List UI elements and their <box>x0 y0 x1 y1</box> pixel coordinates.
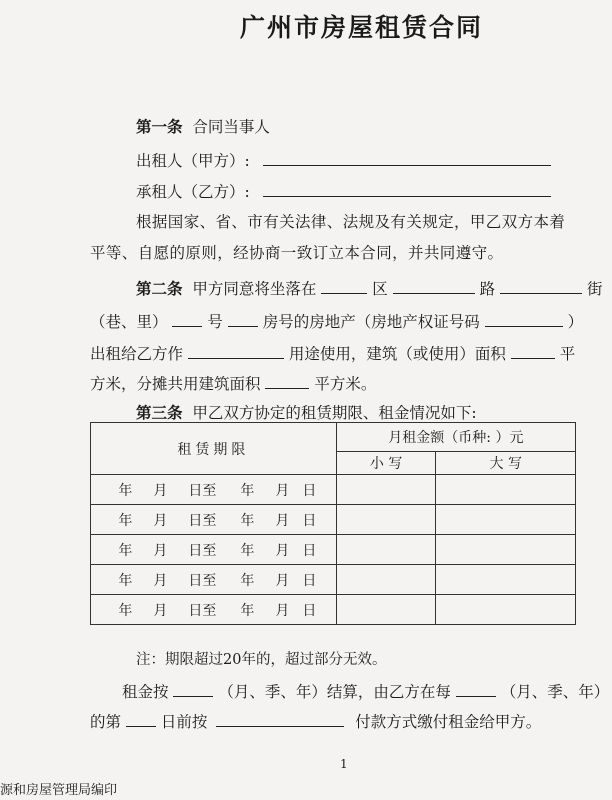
table-row <box>91 565 576 595</box>
article3-text: 甲乙双方协定的租赁期限、租金情况如下: <box>192 404 477 422</box>
article2-l3-b: 用途使用，建筑（或使用）面积 <box>288 345 506 363</box>
start-day: 日至 <box>188 542 217 559</box>
article1-para-line1: 根据国家、省、市有关法律、法规及有关规定，甲乙双方本着 <box>136 213 566 231</box>
term-note: 注：期限超过20年的，超过部分无效。 <box>136 652 387 668</box>
large-amount-cell[interactable] <box>436 535 576 565</box>
end-year: 年 <box>240 512 255 529</box>
article1-para-line2: 平等、自愿的原则，经协商一致订立本合同，并共同遵守。 <box>90 244 504 262</box>
usage-blank[interactable] <box>188 342 284 359</box>
payment-method-blank[interactable] <box>216 710 344 727</box>
period-cell[interactable] <box>91 505 337 535</box>
payment-l2-c: 付款方式缴付租金给甲方。 <box>355 713 542 731</box>
article2-line4 <box>90 372 376 394</box>
start-year: 年 <box>118 602 133 619</box>
end-month: 月 <box>275 542 290 559</box>
end-day: 日 <box>302 542 317 559</box>
article2-line2 <box>90 310 583 332</box>
article2-l2-b: 号 <box>207 313 223 331</box>
start-year: 年 <box>118 572 133 589</box>
end-month: 月 <box>275 602 290 619</box>
large-amount-cell[interactable] <box>436 565 576 595</box>
publisher-footer: 源和房屋管理局编印 <box>0 783 118 798</box>
article2-l1-a: 甲方同意将坐落在 <box>192 280 317 298</box>
small-amount-cell[interactable] <box>336 565 436 595</box>
lessor-label: 出租人（甲方）: <box>136 152 250 170</box>
area-blank[interactable] <box>511 342 555 359</box>
start-month: 月 <box>153 512 168 529</box>
small-amount-cell[interactable] <box>336 475 436 505</box>
end-year: 年 <box>240 482 255 499</box>
start-day: 日至 <box>188 572 217 589</box>
rent-header: 月租金额（币种: ）元 <box>336 423 575 452</box>
article2-l2-c: 房号的房地产（房地产权证号码 <box>262 313 480 331</box>
lessee-line <box>136 180 551 202</box>
start-month: 月 <box>153 482 168 499</box>
large-amount-cell[interactable] <box>436 505 576 535</box>
small-amount-cell[interactable] <box>336 595 436 625</box>
small-amount-cell[interactable] <box>336 535 436 565</box>
end-year: 年 <box>240 572 255 589</box>
period-cell[interactable] <box>91 595 337 625</box>
article2-heading: 第二条 <box>136 279 183 298</box>
start-month: 月 <box>153 572 168 589</box>
period-cell[interactable] <box>91 535 337 565</box>
payment-day-blank[interactable] <box>126 710 156 727</box>
small-amount-header: 小 写 <box>336 452 436 475</box>
period-header: 租赁期限 <box>91 423 337 475</box>
end-day: 日 <box>302 482 317 499</box>
certificate-number-blank[interactable] <box>485 310 563 327</box>
start-day: 日至 <box>188 482 217 499</box>
settlement-period-blank[interactable] <box>173 680 213 697</box>
lessor-blank[interactable] <box>263 149 551 166</box>
payment-l2-a: 的第 <box>90 713 122 731</box>
table-row <box>91 535 576 565</box>
payment-l1-a: 租金按 <box>122 683 169 701</box>
start-year: 年 <box>118 512 133 529</box>
street-blank[interactable] <box>500 277 582 294</box>
page-number: 1 <box>340 757 348 771</box>
article3-line <box>136 403 477 423</box>
lessor-line <box>136 149 551 171</box>
article2-l4-a: 方米，分摊共用建筑面积 <box>90 375 261 393</box>
end-month: 月 <box>275 512 290 529</box>
end-year: 年 <box>240 602 255 619</box>
article2-l3-c: 平 <box>559 345 576 363</box>
large-amount-cell[interactable] <box>436 475 576 505</box>
lessee-label: 承租人（乙方）: <box>136 183 250 201</box>
table-row <box>91 505 576 535</box>
article3-heading: 第三条 <box>136 403 183 422</box>
article1-text: 合同当事人 <box>192 118 270 136</box>
article2-l1-c: 路 <box>479 280 496 298</box>
table-row <box>91 475 576 505</box>
large-amount-header: 大 写 <box>436 452 576 475</box>
end-day: 日 <box>302 512 317 529</box>
article2-l4-b: 平方米。 <box>314 375 377 393</box>
road-blank[interactable] <box>393 277 475 294</box>
payment-line1 <box>122 680 609 702</box>
article2-line3 <box>90 342 575 364</box>
small-amount-cell[interactable] <box>336 505 436 535</box>
article1-heading: 第一条 <box>136 117 183 136</box>
shared-area-blank[interactable] <box>265 372 309 389</box>
article2-l3-a: 出租给乙方作 <box>90 345 184 363</box>
lane-number-blank[interactable] <box>172 310 202 327</box>
table-row <box>91 595 576 625</box>
end-month: 月 <box>275 482 290 499</box>
payment-l1-c: （月、季、年） <box>500 683 610 701</box>
article1-heading-line <box>136 117 270 137</box>
payment-l1-b: （月、季、年）结算，由乙方在每 <box>218 683 451 701</box>
room-number-blank[interactable] <box>228 310 258 327</box>
article2-l1-d: 街 <box>587 280 603 298</box>
payment-l2-b: 日前按 <box>160 713 208 731</box>
end-day: 日 <box>302 602 317 619</box>
start-year: 年 <box>118 482 133 499</box>
rent-table <box>90 422 576 625</box>
large-amount-cell[interactable] <box>436 595 576 625</box>
article2-l2-a: （巷、里） <box>90 313 168 331</box>
article2-line1 <box>136 277 603 299</box>
end-month: 月 <box>275 572 290 589</box>
period-cell[interactable] <box>91 565 337 595</box>
payment-line2 <box>90 710 541 732</box>
start-day: 日至 <box>188 512 217 529</box>
contract-title: 广州市房屋租赁合同 <box>240 13 484 42</box>
lessee-blank[interactable] <box>263 180 551 197</box>
article2-l2-d: ） <box>567 313 584 331</box>
district-blank[interactable] <box>321 277 367 294</box>
start-month: 月 <box>153 602 168 619</box>
end-year: 年 <box>240 542 255 559</box>
payment-period-blank[interactable] <box>456 680 496 697</box>
end-day: 日 <box>302 572 317 589</box>
period-cell[interactable] <box>91 475 337 505</box>
start-month: 月 <box>153 542 168 559</box>
start-year: 年 <box>118 542 133 559</box>
article2-l1-b: 区 <box>372 280 388 298</box>
start-day: 日至 <box>188 602 217 619</box>
